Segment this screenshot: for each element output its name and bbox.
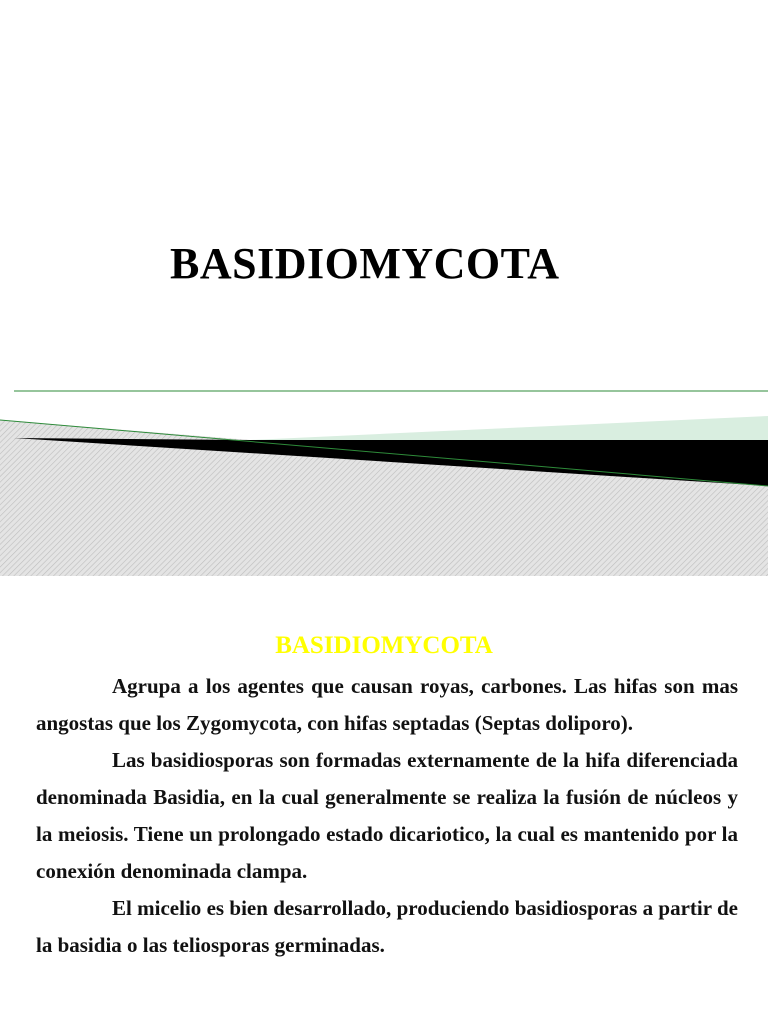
paragraph: Las basidiosporas son formadas externamente de la hifa diferenciada denominada Basidia, en la cual generalmente se realiza la fusión de núcleos y la meiosis. Tiene un prolongado estado dicariotico, la cual es mantenido por la conexión denominada clampa.	[36, 748, 738, 883]
decorative-wave-band	[0, 380, 768, 576]
document-page	[0, 576, 768, 1024]
paragraph: El micelio es bien desarrollado, produciendo basidiosporas a partir de la basidia o las teliosporas germinadas.	[36, 896, 738, 957]
slide-title: BASIDIOMYCOTA	[170, 239, 560, 288]
light-green-wedge	[250, 416, 768, 440]
document-body	[36, 668, 738, 964]
paragraph: Agrupa a los agentes que causan royas, carbones. Las hifas son mas angostas que los Zygomycota, con hifas septadas (Septas doliporo).	[36, 674, 738, 735]
document-heading: BASIDIOMYCOTA	[275, 632, 493, 659]
